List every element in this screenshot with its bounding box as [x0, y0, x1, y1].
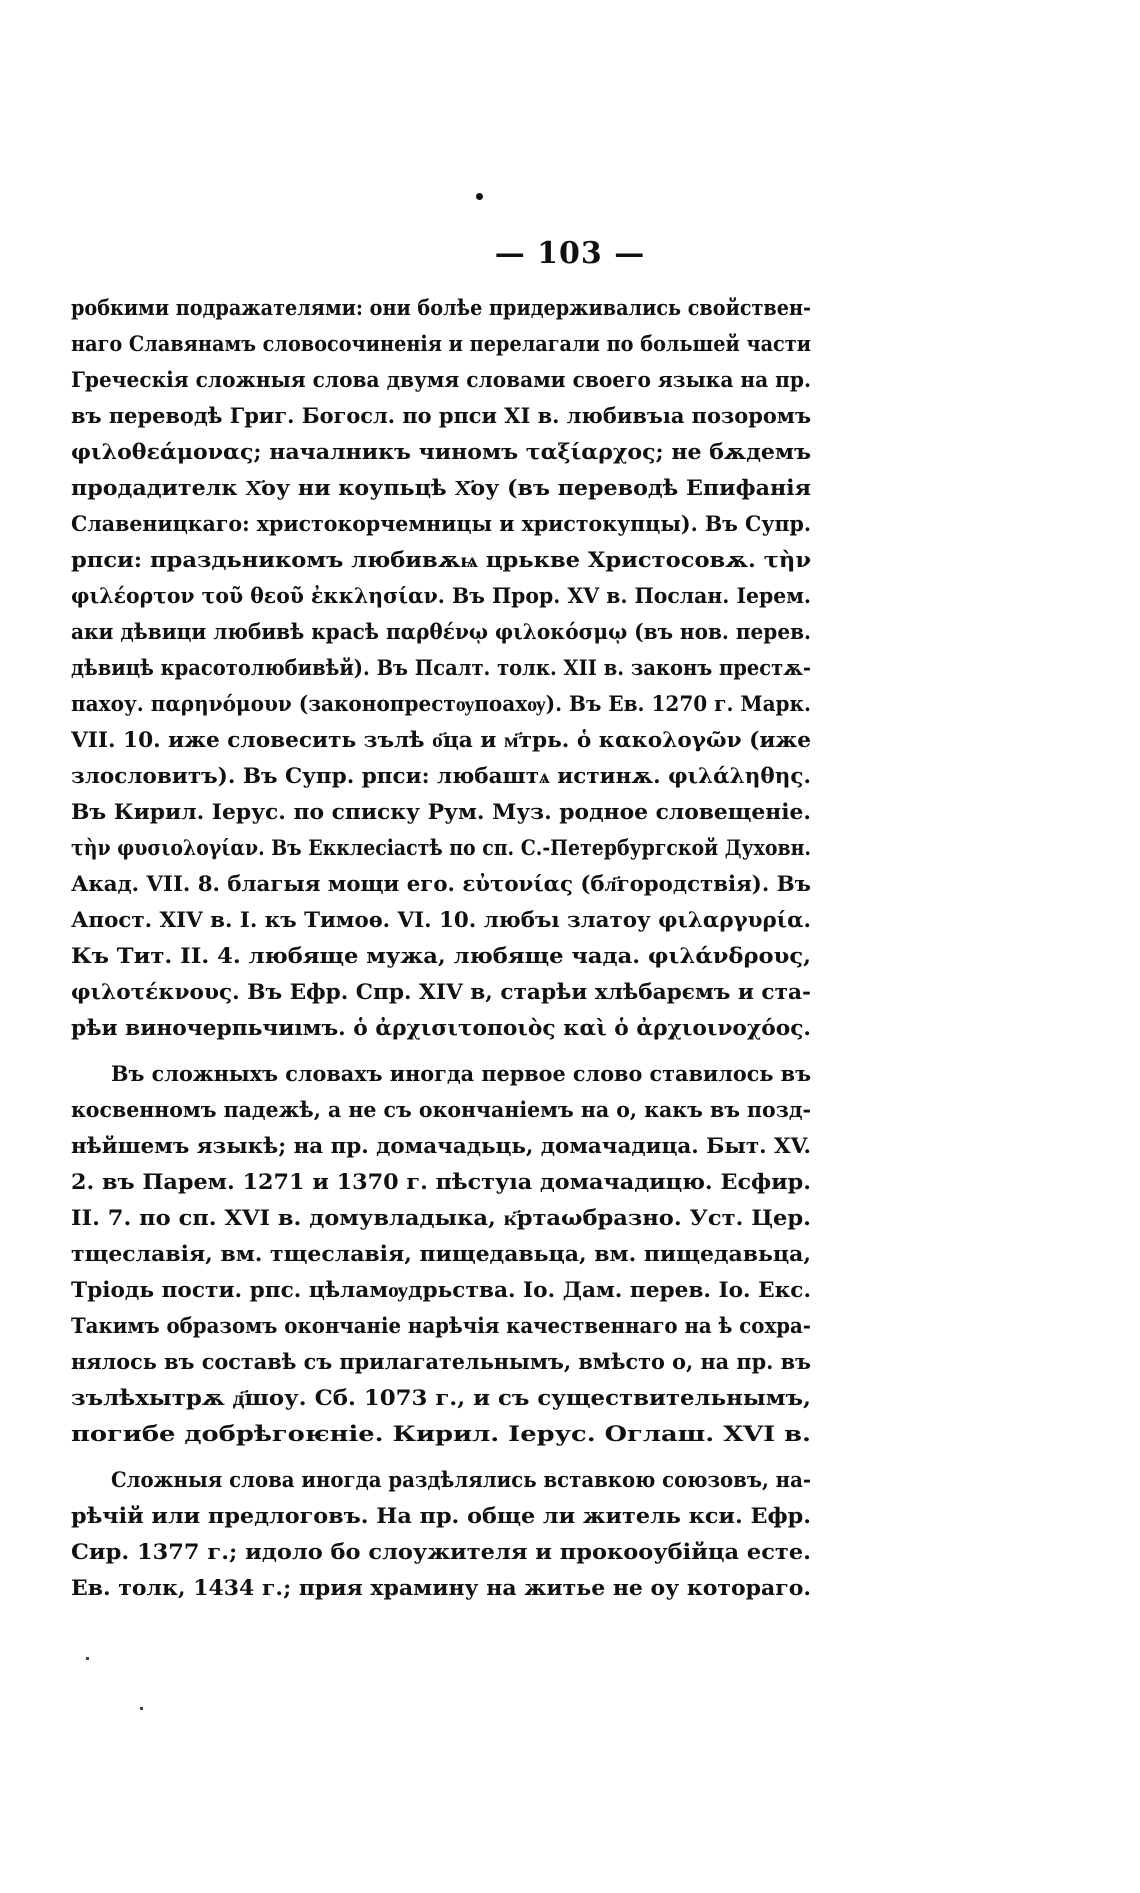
scan-speck: [140, 1707, 143, 1710]
paragraph: [71, 1057, 811, 1453]
page-number: — 103 —: [494, 236, 646, 271]
text-line: тщеславія, вм. тщеславія, пищедавьца, вм. пищедавьца,: [71, 1242, 811, 1267]
text-line: рѣчій или предлоговъ. На пр. обще ли житель кси. Ефр.: [71, 1504, 811, 1529]
text-line: Въ Кирил. Іерус. по списку Рум. Муз. родное словещеніе.: [71, 800, 811, 825]
text-line: дѣвицѣ красотолюбивѣй). Въ Псалт. толк. XII в. законъ престѫ-: [71, 656, 811, 681]
text-line: Въ сложныхъ словахъ иногда первое слово ставилось въ: [111, 1062, 811, 1087]
text-line: Сир. 1377 г.; идоло бо слоужителя и прокооубійца есте.: [71, 1540, 811, 1565]
text-line: Такимъ образомъ окончаніе нарѣчія качественнаго на ѣ сохра-: [71, 1314, 811, 1339]
text-line: Апост. XIV в. I. къ Тимоѳ. VI. 10. любъı златоу φιλαργυρία.: [71, 908, 811, 933]
text-line: въ переводѣ Григ. Богосл. по рпси XI в. любивъıа позоромъ: [71, 404, 811, 429]
text-line: рѣи виночерпьчиıмъ. ὁ ἀρχισιτοποιὸς καὶ ὁ ἀρχιοινοχόος.: [71, 1016, 811, 1041]
text-line: φιλοτέκνους. Въ Ефр. Спр. XIV в, старѣи хлѣбарємъ и ста-: [71, 980, 811, 1005]
paragraph-gap: [71, 1453, 811, 1463]
text-line: злословитъ). Въ Супр. рпси: любаштѧ истинѫ. φιλάληθης.: [71, 764, 811, 789]
text-line: Акад. VII. 8. благыя мощи его. εὐτονίας (бл҃городствія). Въ: [71, 872, 811, 897]
text-line: робкими подражателями: они болѣе придерживались свойствен-: [71, 296, 811, 321]
text-line: рпси: праздьникомъ любивѫѩ црькве Христосовѫ. τὴν: [71, 548, 811, 573]
paragraph: [71, 291, 811, 1047]
text-line: нялось въ составѣ съ прилагательнымъ, вмѣсто о, на пр. въ: [71, 1350, 811, 1375]
text-line: τὴν φυσιολογίαν. Въ Екклесіастѣ по сп. С.-Петербургской Духовн.: [71, 836, 811, 861]
text-line: погибе добрѣгоѥніе. Кирил. Іерус. Оглаш. XVI в.: [71, 1422, 811, 1447]
paragraph: [71, 1463, 811, 1607]
text-line: Сложныя слова иногда раздѣлялись вставкою союзовъ, на-: [111, 1468, 811, 1493]
text-line: косвенномъ падежѣ, а не съ окончаніемъ на о, какъ въ позд-: [71, 1098, 811, 1123]
text-line: Къ Тит. II. 4. любяще мужа, любяще чада. φιλάνδρους,: [71, 944, 811, 969]
text-line: аки дѣвици любивѣ красѣ παρθένῳ φιλοκόσμῳ (въ нов. перев.: [71, 620, 811, 645]
paragraph-gap: [71, 1047, 811, 1057]
text-line: нѣйшемъ языкѣ; на пр. домачадьць, домачадица. Быт. XV.: [71, 1134, 811, 1159]
text-line: наго Славянамъ словосочиненія и перелагали по большей части: [71, 332, 811, 357]
text-line: пахоу. παρηνόμουν (законопрестѹпоахѹ). Въ Ев. 1270 г. Марк.: [71, 692, 811, 717]
page-body: [71, 291, 811, 1607]
text-line: Ев. толк, 1434 г.; прия храмину на житье не оу котораго.: [71, 1576, 811, 1601]
text-line: φιλέορτον τοῦ θεοῦ ἐκκλησίαν. Въ Прор. XV в. Послан. Іерем.: [71, 584, 811, 609]
scan-speck: [86, 1657, 89, 1660]
text-line: φιλοθεάμονας; началникъ чиномъ ταξίαρχος; не бѫдемъ: [71, 440, 811, 465]
ink-dot: [476, 193, 483, 200]
text-line: Греческія сложныя слова двумя словами своего языка на пр.: [71, 368, 811, 393]
text-line: Тріодь пости. рпс. цѣламѹдрьства. Іо. Дам. перев. Іо. Екс.: [71, 1278, 811, 1303]
text-line: VII. 10. иже словесить зълѣ о҃ца и м҃трь. ὁ κακολογῶν (иже: [71, 728, 811, 753]
text-line: продадителк Х҃оу ни коупьцѣ Х҃оу (въ переводѣ Епифанія: [71, 476, 811, 501]
text-line: Славеницкаго: христокорчемницы и христокупцы). Въ Супр.: [71, 512, 811, 537]
text-line: зълѣхытрѫ д҃шоу. Сб. 1073 г., и съ существительнымъ,: [71, 1386, 811, 1411]
text-line: 2. въ Парем. 1271 и 1370 г. пѣстуıа домачадицю. Есфир.: [71, 1170, 811, 1195]
text-line: II. 7. по сп. XVI в. домувладыка, к҃ртаωбразно. Уст. Цер.: [71, 1206, 811, 1231]
